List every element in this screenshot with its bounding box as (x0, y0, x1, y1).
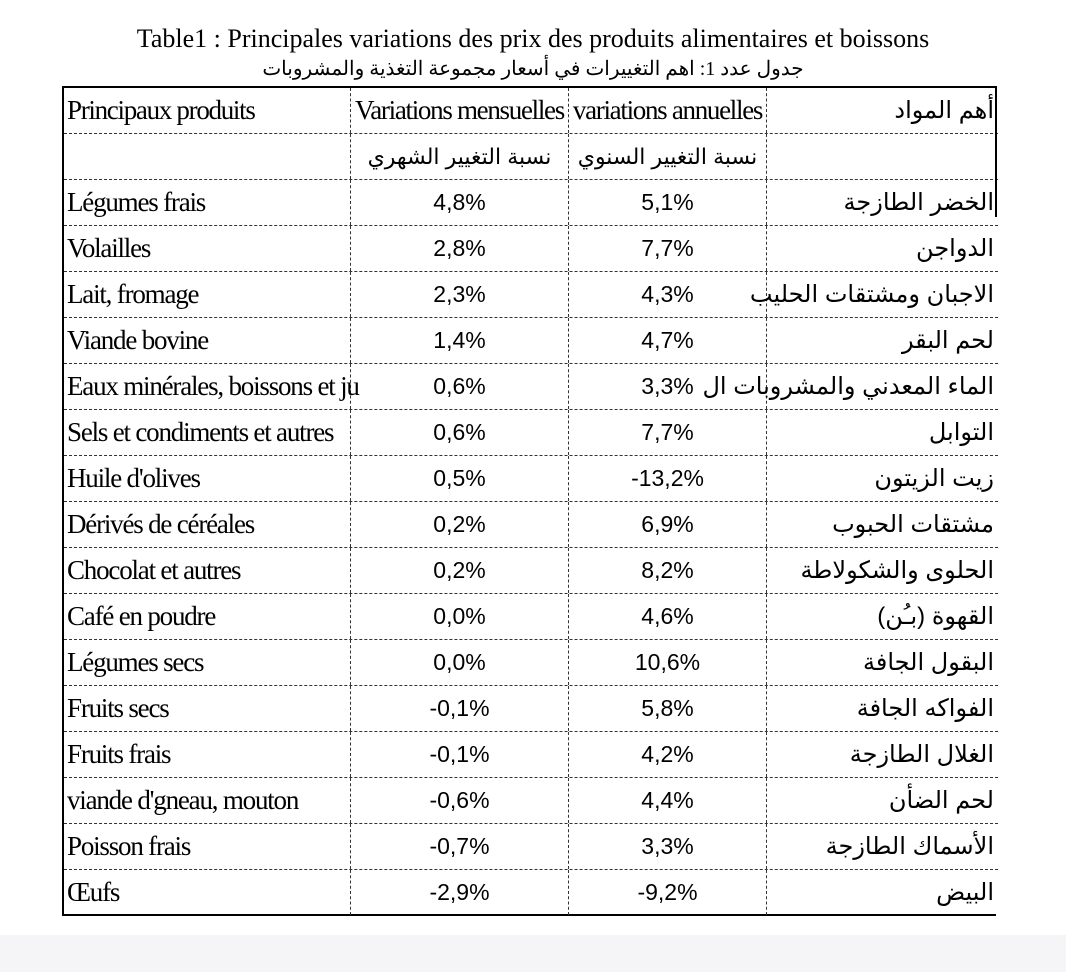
annual-variation-cell: 7,7% (569, 410, 767, 455)
annual-variation-cell: 4,2% (569, 732, 767, 777)
product-fr-cell: Viande bovine (64, 318, 351, 363)
annual-variation-cell: 4,3% (569, 272, 767, 317)
table-row (64, 870, 998, 916)
product-fr-cell: Fruits frais (64, 732, 351, 777)
monthly-variation-cell: 2,8% (351, 226, 569, 271)
table-row (64, 548, 998, 594)
table-row (64, 502, 998, 548)
product-fr-cell: Œufs (64, 870, 351, 915)
product-fr-cell: viande d'gneau, mouton (64, 778, 351, 823)
product-fr-cell: Légumes secs (64, 640, 351, 685)
product-fr-cell: Huile d'olives (64, 456, 351, 501)
monthly-variation-cell: -2,9% (351, 870, 569, 915)
annual-variation-cell: -13,2% (569, 456, 767, 501)
table-row (64, 640, 998, 686)
monthly-variation-cell: 4,8% (351, 180, 569, 225)
page-bottom-band (0, 935, 1066, 972)
annual-variation-cell: 5,1% (569, 180, 767, 225)
product-fr-cell: Volailles (64, 226, 351, 271)
table-row (64, 410, 998, 456)
product-ar-cell: زيت الزيتون (874, 465, 994, 492)
product-ar-cell: لحم البقر (901, 327, 994, 354)
monthly-variation-cell: -0,1% (351, 732, 569, 777)
product-ar-cell: البقول الجافة (863, 649, 994, 676)
monthly-variation-cell: -0,6% (351, 778, 569, 823)
annual-variation-cell: 4,4% (569, 778, 767, 823)
annual-variation-cell: 3,3% (569, 364, 767, 409)
table-title-french: Table1 : Principales variations des prix des produits alimentaires et boissons (136, 24, 930, 53)
product-ar-cell: الغلال الطازجة (849, 741, 994, 768)
monthly-variation-cell: -0,7% (351, 824, 569, 869)
table-row (64, 180, 998, 226)
monthly-variation-cell: 1,4% (351, 318, 569, 363)
annual-variation-cell: 4,7% (569, 318, 767, 363)
annual-variation-cell: 7,7% (569, 226, 767, 271)
monthly-variation-cell: 0,0% (351, 594, 569, 639)
product-ar-cell: القهوة (بـُن) (877, 603, 994, 630)
monthly-variation-cell: 2,3% (351, 272, 569, 317)
product-fr-cell: Lait, fromage (64, 272, 351, 317)
product-fr-cell: Eaux minérales, boissons et ju (64, 364, 351, 409)
table-row (64, 318, 998, 364)
product-ar-cell: الدواجن (916, 235, 994, 262)
product-ar-cell: الخضر الطازجة (843, 189, 994, 216)
annual-variation-cell: 5,8% (569, 686, 767, 731)
monthly-variation-cell: 0,2% (351, 502, 569, 547)
subheader-empty (64, 134, 351, 179)
annual-variation-cell: 6,9% (569, 502, 767, 547)
table-row (64, 364, 998, 410)
product-fr-cell: Chocolat et autres (64, 548, 351, 593)
product-ar-cell: لحم الضأن (888, 787, 994, 814)
subheader-empty-ar (767, 134, 998, 179)
table-title-arabic: جدول عدد 1: اهم التغييرات في أسعار مجموعة التغذية والمشروبات (262, 58, 804, 80)
table-row (64, 456, 998, 502)
header-products-ar: أهم المواد (894, 97, 994, 124)
header-products-fr: Principaux produits (64, 88, 351, 133)
header-monthly-ar: نسبة التغيير الشهري (351, 134, 569, 179)
product-ar-cell: الاجبان ومشتقات الحليب (749, 281, 994, 308)
product-fr-cell: Café en poudre (64, 594, 351, 639)
product-ar-cell: البيض (936, 879, 994, 906)
header-right-border (995, 86, 997, 217)
product-ar-cell: التوابل (928, 419, 994, 446)
product-ar-cell: الماء المعدني والمشروبات ال (702, 373, 994, 400)
table-header-row (64, 88, 998, 134)
table-row (64, 824, 998, 870)
monthly-variation-cell: -0,1% (351, 686, 569, 731)
table-row (64, 594, 998, 640)
monthly-variation-cell: 0,2% (351, 548, 569, 593)
product-ar-cell: الفواكه الجافة (856, 695, 994, 722)
annual-variation-cell: 10,6% (569, 640, 767, 685)
monthly-variation-cell: 0,5% (351, 456, 569, 501)
product-fr-cell: Fruits secs (64, 686, 351, 731)
annual-variation-cell: 4,6% (569, 594, 767, 639)
table-row (64, 226, 998, 272)
header-annual-fr: variations annuelles (569, 88, 767, 133)
annual-variation-cell: 8,2% (569, 548, 767, 593)
monthly-variation-cell: 0,6% (351, 410, 569, 455)
table-subheader-row (64, 134, 998, 180)
table-row (64, 778, 998, 824)
table-row (64, 732, 998, 778)
table-row (64, 272, 998, 318)
annual-variation-cell: 3,3% (569, 824, 767, 869)
product-ar-cell: الأسماك الطازجة (825, 833, 994, 860)
product-fr-cell: Sels et condiments et autres (64, 410, 351, 455)
monthly-variation-cell: 0,0% (351, 640, 569, 685)
table-row (64, 686, 998, 732)
product-fr-cell: Poisson frais (64, 824, 351, 869)
header-annual-ar: نسبة التغيير السنوي (569, 134, 767, 179)
product-ar-cell: الحلوى والشكولاطة (800, 557, 994, 584)
annual-variation-cell: -9,2% (569, 870, 767, 915)
monthly-variation-cell: 0,6% (351, 364, 569, 409)
header-monthly-fr: Variations mensuelles (351, 88, 569, 133)
product-fr-cell: Dérivés de céréales (64, 502, 351, 547)
price-variations-table (62, 86, 996, 916)
product-fr-cell: Légumes frais (64, 180, 351, 225)
product-ar-cell: مشتقات الحبوب (832, 511, 994, 538)
